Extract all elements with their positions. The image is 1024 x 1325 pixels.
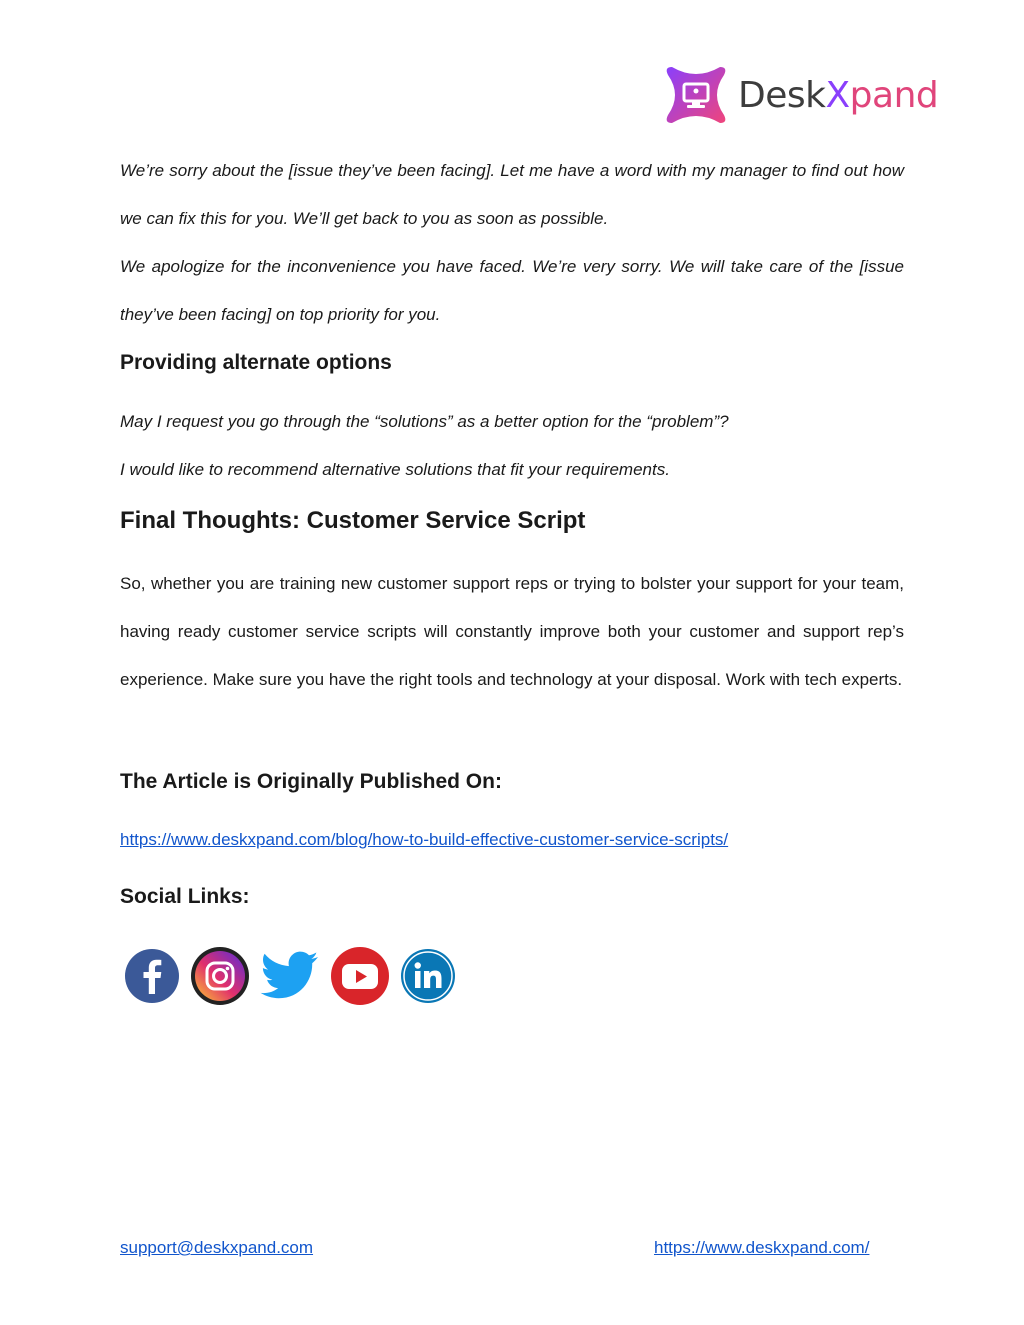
article-url-link[interactable]: https://www.deskxpand.com/blog/how-to-build-effective-customer-service-scripts/ [120, 830, 729, 849]
published-section [120, 770, 904, 794]
final-body: So, whether you are training new customer support reps or trying to bolster your support for your team, having ready customer service scripts will constantly improve both your customer and support rep’s experience. Make sure you have the right tools and technology at your disposal. Work with tech experts. [120, 574, 904, 689]
brand-wordmark [738, 75, 938, 116]
published-heading: The Article is Originally Published On: [120, 770, 502, 793]
footer-website-link[interactable]: https://www.deskxpand.com/ [654, 1238, 870, 1257]
alternate-heading: Providing alternate options [120, 351, 392, 374]
alternate-line-1: May I request you go through the “solutions” as a better option for the “problem”? [120, 412, 729, 431]
alternate-lines [120, 398, 904, 494]
instagram-icon[interactable] [190, 946, 250, 1006]
linkedin-icon[interactable] [400, 948, 456, 1004]
social-icons [124, 946, 456, 1006]
final-heading: Final Thoughts: Customer Service Script [120, 507, 586, 534]
final-section [120, 507, 904, 535]
brand-logo [664, 60, 944, 130]
social-heading: Social Links: [120, 885, 250, 908]
social-section [120, 885, 904, 909]
final-body-wrap [120, 560, 904, 704]
intro-paragraph-1: We’re sorry about the [issue they’ve been facing]. Let me have a word with my manager to find out how we can fix this for you. We’ll get back to you as soon as possible. [120, 161, 904, 228]
alternate-line-2: I would like to recommend alternative solutions that fit your requirements. [120, 460, 670, 479]
footer-email-link[interactable]: support@deskxpand.com [120, 1238, 314, 1257]
published-link-wrap [120, 830, 904, 850]
brand-name-desk: Desk [738, 74, 826, 116]
intro-paragraph-2: We apologize for the inconvenience you have faced. We’re very sorry. We will take care of the [issue they’ve been facing] on top priority for you. [120, 257, 904, 324]
twitter-icon[interactable] [260, 951, 320, 1001]
brand-name-x: X [825, 74, 850, 116]
deskxpand-logo-icon [664, 63, 728, 127]
alternate-section [120, 351, 904, 375]
brand-name-pand: pand [849, 74, 939, 116]
intro-section [120, 147, 904, 339]
facebook-icon[interactable] [124, 948, 180, 1004]
youtube-icon[interactable] [330, 946, 390, 1006]
